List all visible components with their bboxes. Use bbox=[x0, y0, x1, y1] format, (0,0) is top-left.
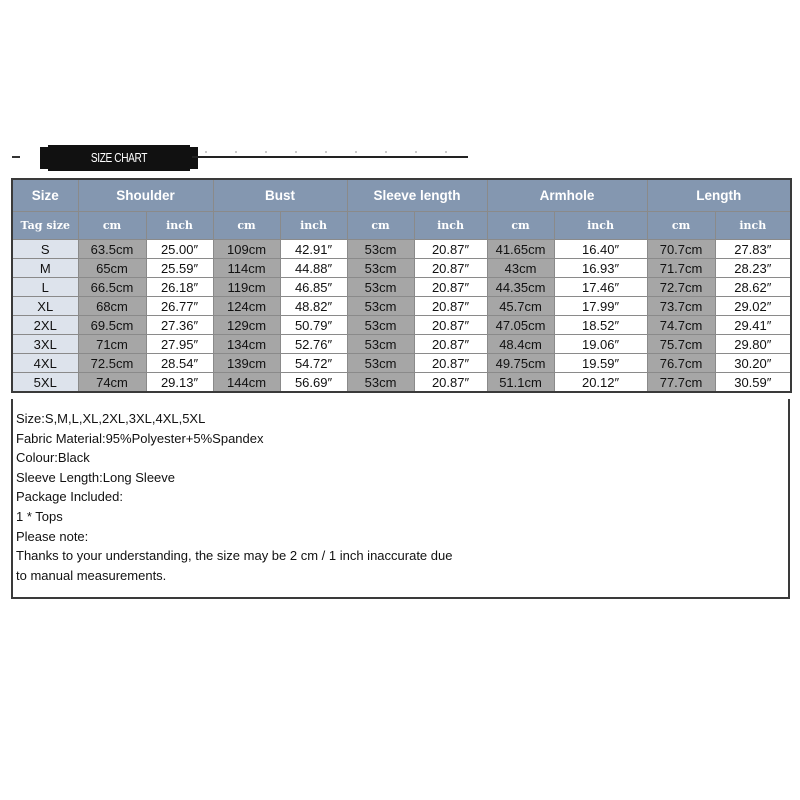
unit-inch-header: inch bbox=[414, 212, 487, 240]
size-chart-table bbox=[11, 178, 792, 393]
cm-value-cell: 45.7cm bbox=[487, 297, 554, 316]
inch-value-cell: 17.46″ bbox=[554, 278, 647, 297]
inch-value-cell: 50.79″ bbox=[280, 316, 347, 335]
inch-value-cell: 16.40″ bbox=[554, 240, 647, 259]
info-line: Fabric Material:95%Polyester+5%Spandex bbox=[16, 430, 264, 446]
inch-value-cell: 20.87″ bbox=[414, 278, 487, 297]
inch-value-cell: 26.77″ bbox=[146, 297, 213, 316]
inch-value-cell: 25.00″ bbox=[146, 240, 213, 259]
size-cell: XL bbox=[12, 297, 78, 316]
inch-value-cell: 25.59″ bbox=[146, 259, 213, 278]
unit-header-row bbox=[12, 212, 791, 240]
inch-value-cell: 28.54″ bbox=[146, 354, 213, 373]
cm-value-cell: 51.1cm bbox=[487, 373, 554, 393]
inch-value-cell: 20.87″ bbox=[414, 373, 487, 393]
unit-inch-header: inch bbox=[146, 212, 213, 240]
size-column-header: Size bbox=[12, 179, 78, 212]
unit-inch-header: inch bbox=[554, 212, 647, 240]
cm-value-cell: 73.7cm bbox=[647, 297, 715, 316]
armhole-header: Armhole bbox=[487, 179, 647, 212]
table-row bbox=[12, 240, 791, 259]
inch-value-cell: 26.18″ bbox=[146, 278, 213, 297]
unit-inch-header: inch bbox=[280, 212, 347, 240]
table-row bbox=[12, 373, 791, 393]
info-line: Size:S,M,L,XL,2XL,3XL,4XL,5XL bbox=[16, 411, 206, 426]
unit-cm-header: cm bbox=[78, 212, 146, 240]
cm-value-cell: 114cm bbox=[213, 259, 280, 278]
banner-rule bbox=[192, 156, 468, 158]
cm-value-cell: 53cm bbox=[347, 373, 414, 393]
length-header: Length bbox=[647, 179, 791, 212]
cm-value-cell: 53cm bbox=[347, 316, 414, 335]
cm-value-cell: 53cm bbox=[347, 297, 414, 316]
unit-cm-header: cm bbox=[347, 212, 414, 240]
inch-value-cell: 48.82″ bbox=[280, 297, 347, 316]
banner-dot-pattern bbox=[202, 150, 468, 154]
inch-value-cell: 28.23″ bbox=[715, 259, 791, 278]
cm-value-cell: 119cm bbox=[213, 278, 280, 297]
cm-value-cell: 53cm bbox=[347, 354, 414, 373]
cm-value-cell: 63.5cm bbox=[78, 240, 146, 259]
size-cell: 2XL bbox=[12, 316, 78, 335]
cm-value-cell: 71.7cm bbox=[647, 259, 715, 278]
info-line: to manual measurements. bbox=[16, 567, 167, 583]
inch-value-cell: 20.87″ bbox=[414, 240, 487, 259]
unit-cm-header: cm bbox=[213, 212, 280, 240]
inch-value-cell: 16.93″ bbox=[554, 259, 647, 278]
info-line: Sleeve Length:Long Sleeve bbox=[16, 469, 176, 485]
cm-value-cell: 70.7cm bbox=[647, 240, 715, 259]
inch-value-cell: 52.76″ bbox=[280, 335, 347, 354]
inch-value-cell: 42.91″ bbox=[280, 240, 347, 259]
cm-value-cell: 134cm bbox=[213, 335, 280, 354]
info-line: Please note: bbox=[16, 528, 89, 544]
cm-value-cell: 49.75cm bbox=[487, 354, 554, 373]
size-cell: 3XL bbox=[12, 335, 78, 354]
cm-value-cell: 124cm bbox=[213, 297, 280, 316]
cm-value-cell: 77.7cm bbox=[647, 373, 715, 393]
sleeve-length-header: Sleeve length bbox=[347, 179, 487, 212]
table-row bbox=[12, 354, 791, 373]
shoulder-header: Shoulder bbox=[78, 179, 213, 212]
info-line: Colour:Black bbox=[16, 450, 90, 466]
inch-value-cell: 20.12″ bbox=[554, 373, 647, 393]
inch-value-cell: 19.06″ bbox=[554, 335, 647, 354]
product-info-box bbox=[11, 399, 790, 599]
cm-value-cell: 144cm bbox=[213, 373, 280, 393]
unit-inch-header: inch bbox=[715, 212, 791, 240]
cm-value-cell: 76.7cm bbox=[647, 354, 715, 373]
size-cell: M bbox=[12, 259, 78, 278]
inch-value-cell: 27.83″ bbox=[715, 240, 791, 259]
size-chart-banner bbox=[12, 143, 462, 173]
table-row bbox=[12, 278, 791, 297]
inch-value-cell: 29.80″ bbox=[715, 335, 791, 354]
cm-value-cell: 41.65cm bbox=[487, 240, 554, 259]
cm-value-cell: 65cm bbox=[78, 259, 146, 278]
inch-value-cell: 54.72″ bbox=[280, 354, 347, 373]
table-row bbox=[12, 259, 791, 278]
cm-value-cell: 72.5cm bbox=[78, 354, 146, 373]
cm-value-cell: 48.4cm bbox=[487, 335, 554, 354]
unit-cm-header: cm bbox=[647, 212, 715, 240]
inch-value-cell: 20.87″ bbox=[414, 297, 487, 316]
cm-value-cell: 53cm bbox=[347, 240, 414, 259]
inch-value-cell: 17.99″ bbox=[554, 297, 647, 316]
inch-value-cell: 28.62″ bbox=[715, 278, 791, 297]
inch-value-cell: 20.87″ bbox=[414, 316, 487, 335]
size-chart-title: SIZE CHART bbox=[90, 150, 148, 165]
table-row bbox=[12, 335, 791, 354]
banner-left-dash bbox=[12, 156, 20, 158]
cm-value-cell: 129cm bbox=[213, 316, 280, 335]
inch-value-cell: 29.41″ bbox=[715, 316, 791, 335]
inch-value-cell: 20.87″ bbox=[414, 259, 487, 278]
inch-value-cell: 44.88″ bbox=[280, 259, 347, 278]
cm-value-cell: 69.5cm bbox=[78, 316, 146, 335]
inch-value-cell: 20.87″ bbox=[414, 354, 487, 373]
bust-header: Bust bbox=[213, 179, 347, 212]
tag-size-header: Tag size bbox=[12, 212, 78, 240]
cm-value-cell: 43cm bbox=[487, 259, 554, 278]
inch-value-cell: 30.20″ bbox=[715, 354, 791, 373]
inch-value-cell: 20.87″ bbox=[414, 335, 487, 354]
inch-value-cell: 29.13″ bbox=[146, 373, 213, 393]
inch-value-cell: 27.36″ bbox=[146, 316, 213, 335]
info-line: Thanks to your understanding, the size may be 2 cm / 1 inch inaccurate due bbox=[16, 548, 453, 564]
unit-cm-header: cm bbox=[487, 212, 554, 240]
inch-value-cell: 46.85″ bbox=[280, 278, 347, 297]
cm-value-cell: 53cm bbox=[347, 259, 414, 278]
cm-value-cell: 44.35cm bbox=[487, 278, 554, 297]
size-rows bbox=[12, 240, 791, 393]
table-row bbox=[12, 316, 791, 335]
info-line: Package Included: bbox=[16, 489, 123, 505]
cm-value-cell: 74.7cm bbox=[647, 316, 715, 335]
cm-value-cell: 71cm bbox=[78, 335, 146, 354]
cm-value-cell: 74cm bbox=[78, 373, 146, 393]
cm-value-cell: 66.5cm bbox=[78, 278, 146, 297]
cm-value-cell: 47.05cm bbox=[487, 316, 554, 335]
info-line: 1 * Tops bbox=[16, 509, 63, 524]
inch-value-cell: 29.02″ bbox=[715, 297, 791, 316]
column-group-header-row bbox=[12, 179, 791, 212]
size-cell: 5XL bbox=[12, 373, 78, 393]
size-cell: S bbox=[12, 240, 78, 259]
inch-value-cell: 27.95″ bbox=[146, 335, 213, 354]
cm-value-cell: 139cm bbox=[213, 354, 280, 373]
cm-value-cell: 53cm bbox=[347, 335, 414, 354]
size-cell: L bbox=[12, 278, 78, 297]
inch-value-cell: 18.52″ bbox=[554, 316, 647, 335]
cm-value-cell: 75.7cm bbox=[647, 335, 715, 354]
cm-value-cell: 68cm bbox=[78, 297, 146, 316]
size-cell: 4XL bbox=[12, 354, 78, 373]
inch-value-cell: 56.69″ bbox=[280, 373, 347, 393]
cm-value-cell: 53cm bbox=[347, 278, 414, 297]
inch-value-cell: 19.59″ bbox=[554, 354, 647, 373]
table-row bbox=[12, 297, 791, 316]
cm-value-cell: 109cm bbox=[213, 240, 280, 259]
inch-value-cell: 30.59″ bbox=[715, 373, 791, 393]
cm-value-cell: 72.7cm bbox=[647, 278, 715, 297]
